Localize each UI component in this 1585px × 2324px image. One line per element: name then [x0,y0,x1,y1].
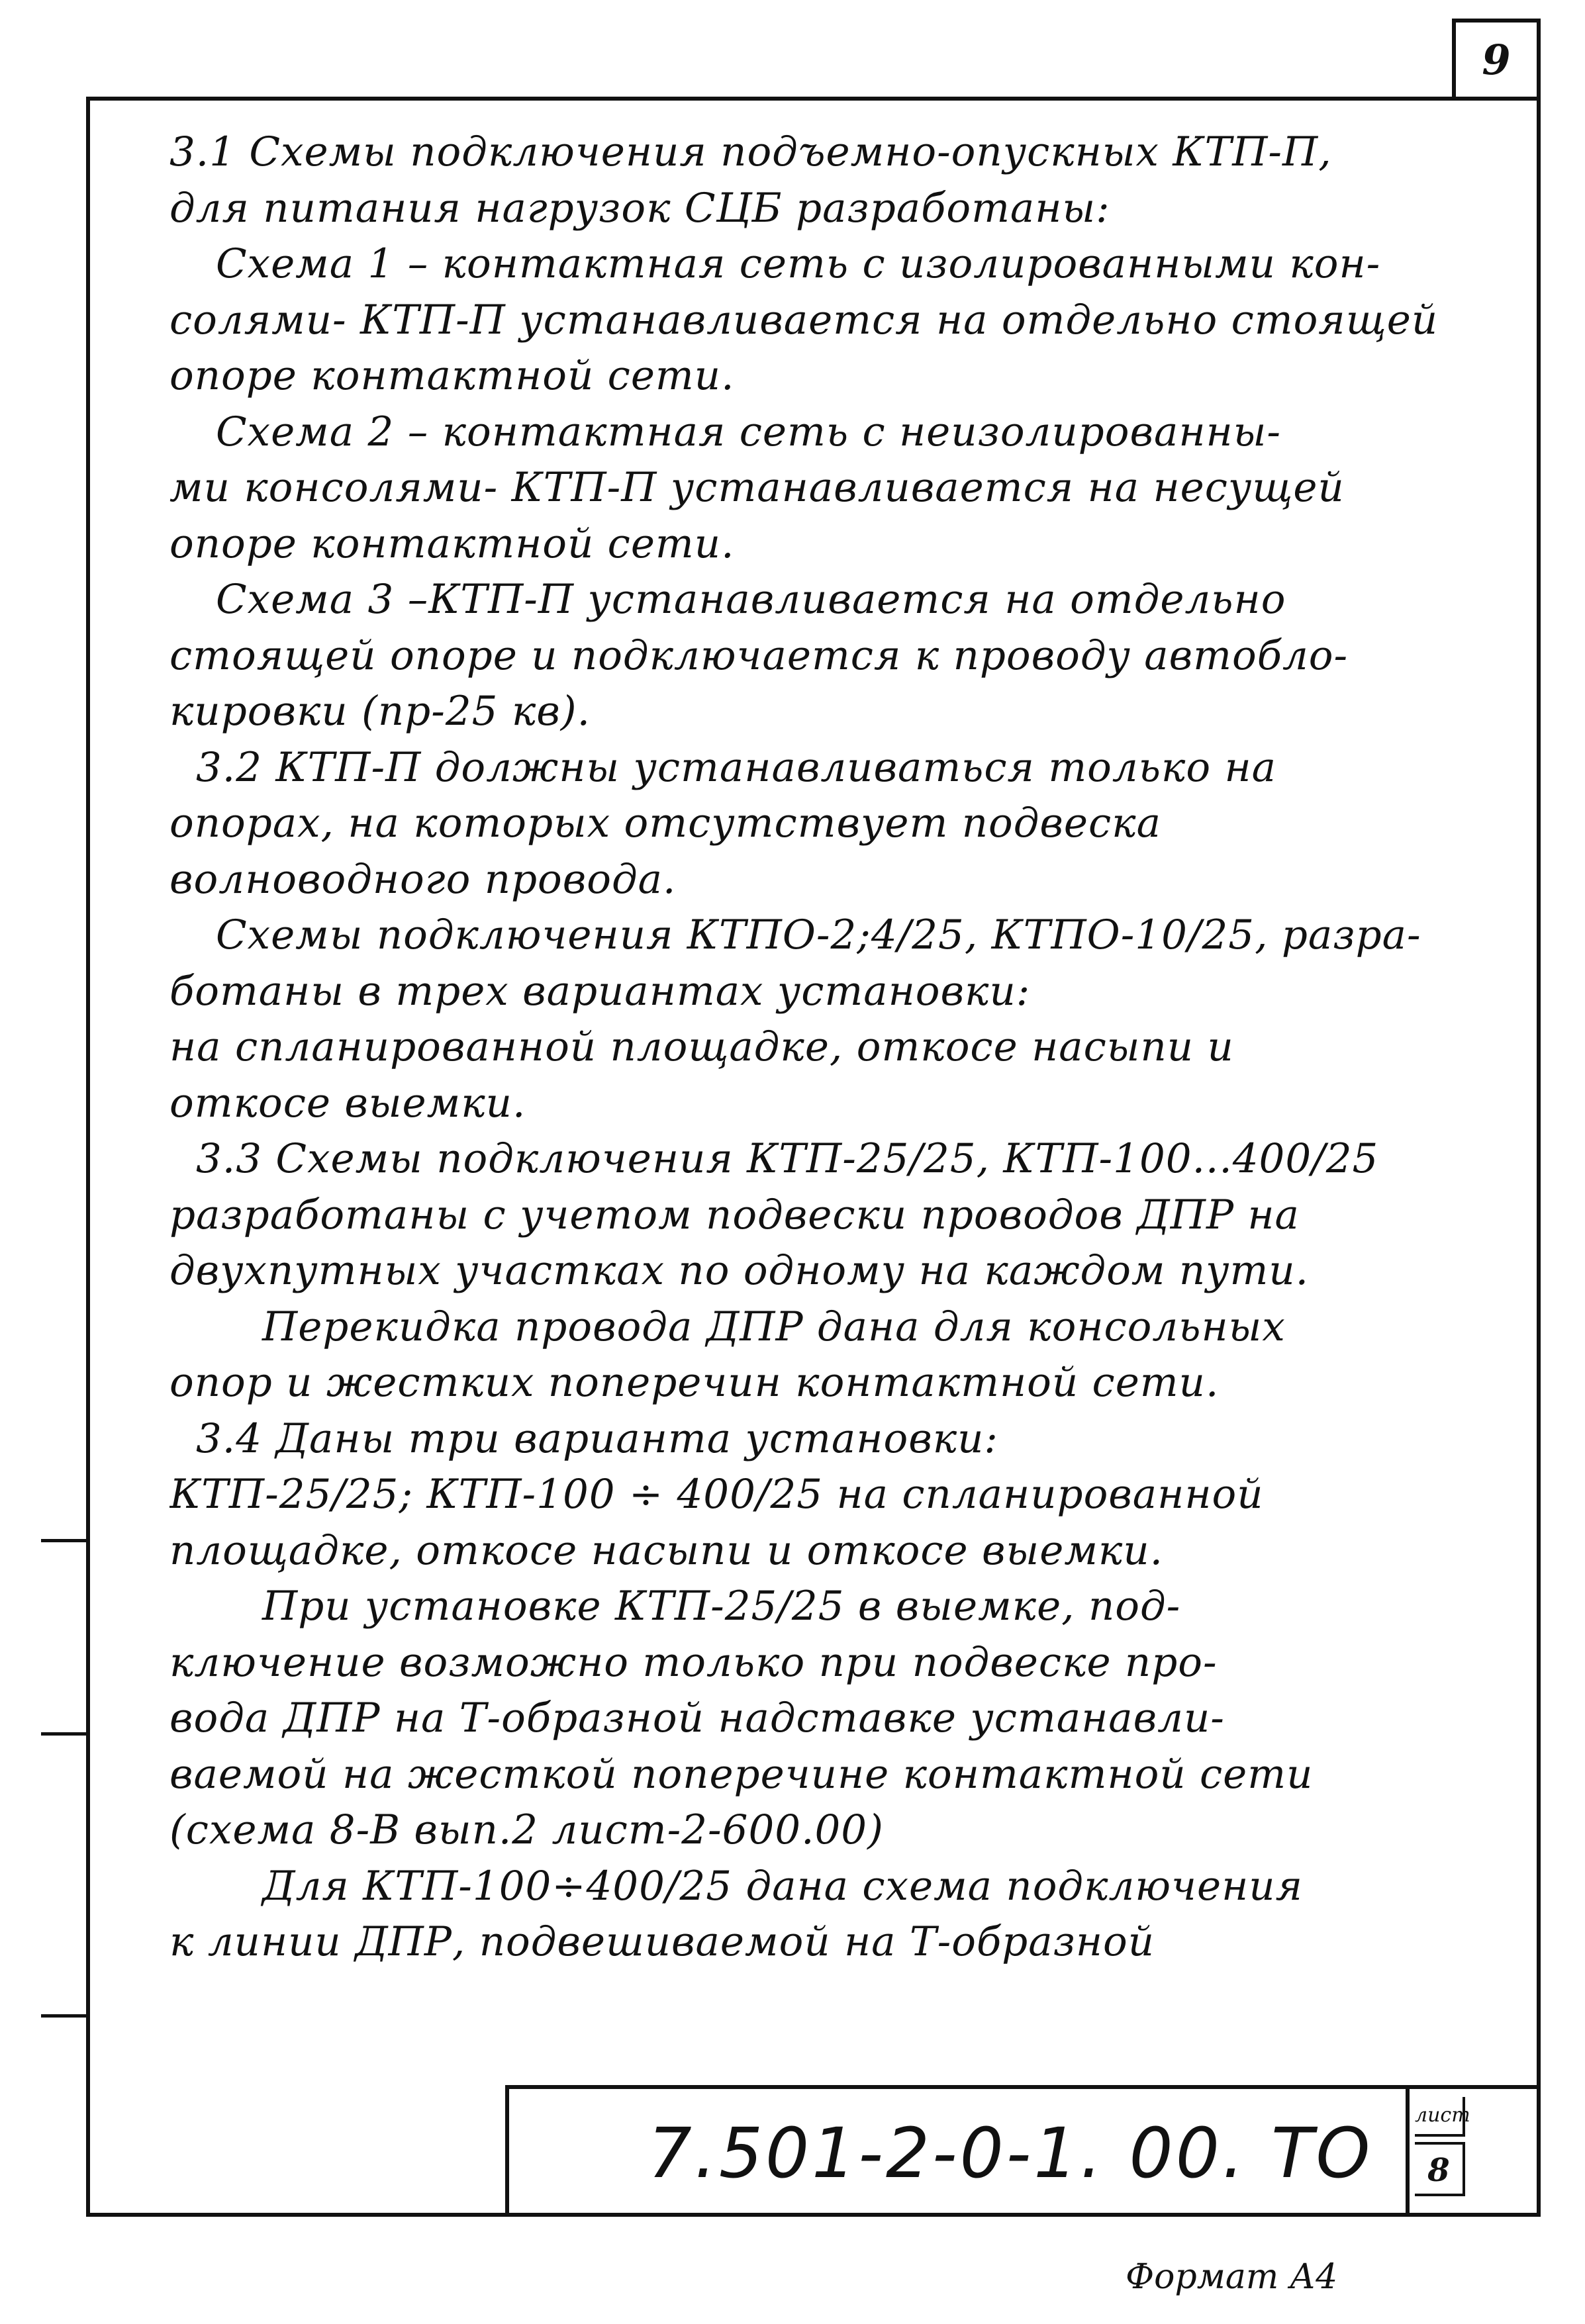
text-line: стоящей опоре и подключается к проводу автобло- [169,631,1349,679]
text-line: откосе выемки. [169,1079,526,1127]
text-line: двухпутных участках по одному на каждом пути. [169,1247,1310,1294]
text-line: 3.1 Схемы подключения подъемно-опускных КТП-П, [169,128,1332,175]
text-line: Схемы подключения КТПО-2;4/25, КТПО-10/25, разра- [216,911,1421,958]
margin-tick [41,1732,89,1736]
text-line: ботаны в трех вариантах установки: [169,967,1031,1015]
text-line: 3.4 Даны три варианта установки: [196,1415,998,1462]
sheet-number: 8 [1415,2142,1465,2196]
text-line: ваемой на жесткой поперечине контактной сети [169,1750,1314,1798]
text-line: При установке КТП-25/25 в выемке, под- [262,1583,1181,1630]
text-line: разработаны с учетом подвески проводов ДПР на [169,1191,1300,1238]
text-line: Схема 2 – контактная сеть с неизолированны- [216,408,1281,455]
text-line: 3.2 КТП-П должны устанавливаться только на [196,743,1277,791]
text-line: к линии ДПР, подвешиваемой на Т-образной [169,1918,1155,1965]
text-line: вода ДПР на Т-образной надставке устанавли- [169,1695,1225,1742]
margin-tick [41,1539,89,1542]
text-line: Перекидка провода ДПР дана для консольных [262,1303,1286,1350]
document-code: 7.501-2-0-1. 00. ТО [648,2112,1373,2194]
sheet-cell [1406,2089,1545,2217]
text-line: опорах, на которых отсутствует подвеска [169,800,1161,847]
body-text [169,124,1500,1971]
text-line: на спланированной площадке, откосе насыпи и [169,1023,1234,1070]
format-label: Формат А4 [1126,2257,1338,2297]
text-line: Для КТП-100÷400/25 дана схема подключения [262,1862,1303,1910]
sheet-label: лист [1415,2097,1465,2137]
margin-tick [41,2014,89,2018]
text-line: волноводного провода. [169,855,677,903]
text-line: Схема 1 – контактная сеть с изолированными кон- [216,240,1381,287]
text-line: опор и жестких поперечин контактной сети. [169,1359,1220,1406]
text-line: ключение возможно только при подвеске про- [169,1638,1218,1686]
text-line: КТП-25/25; КТП-100 ÷ 400/25 на спланированной [169,1471,1264,1518]
text-line: опоре контактной сети. [169,352,735,399]
text-line: ми консолями- КТП-П устанавливается на несущей [169,464,1345,511]
page-number: 9 [1452,19,1541,97]
text-line: 3.3 Схемы подключения КТП-25/25, КТП-100...400/25 [196,1135,1379,1182]
text-line: кировки (пр-25 кв). [169,688,591,735]
text-line: солями- КТП-П устанавливается на отдельно стоящей [169,296,1439,344]
text-line: (схема 8-В вып.2 лист-2-600.00) [169,1806,884,1853]
text-line: площадке, откосе насыпи и откосе выемки. [169,1526,1163,1574]
text-line: Схема 3 –КТП-П устанавливается на отдельно [216,576,1286,623]
text-line: для питания нагрузок СЦБ разработаны: [169,184,1110,232]
title-block [505,2085,1541,2217]
text-line: опоре контактной сети. [169,520,735,567]
